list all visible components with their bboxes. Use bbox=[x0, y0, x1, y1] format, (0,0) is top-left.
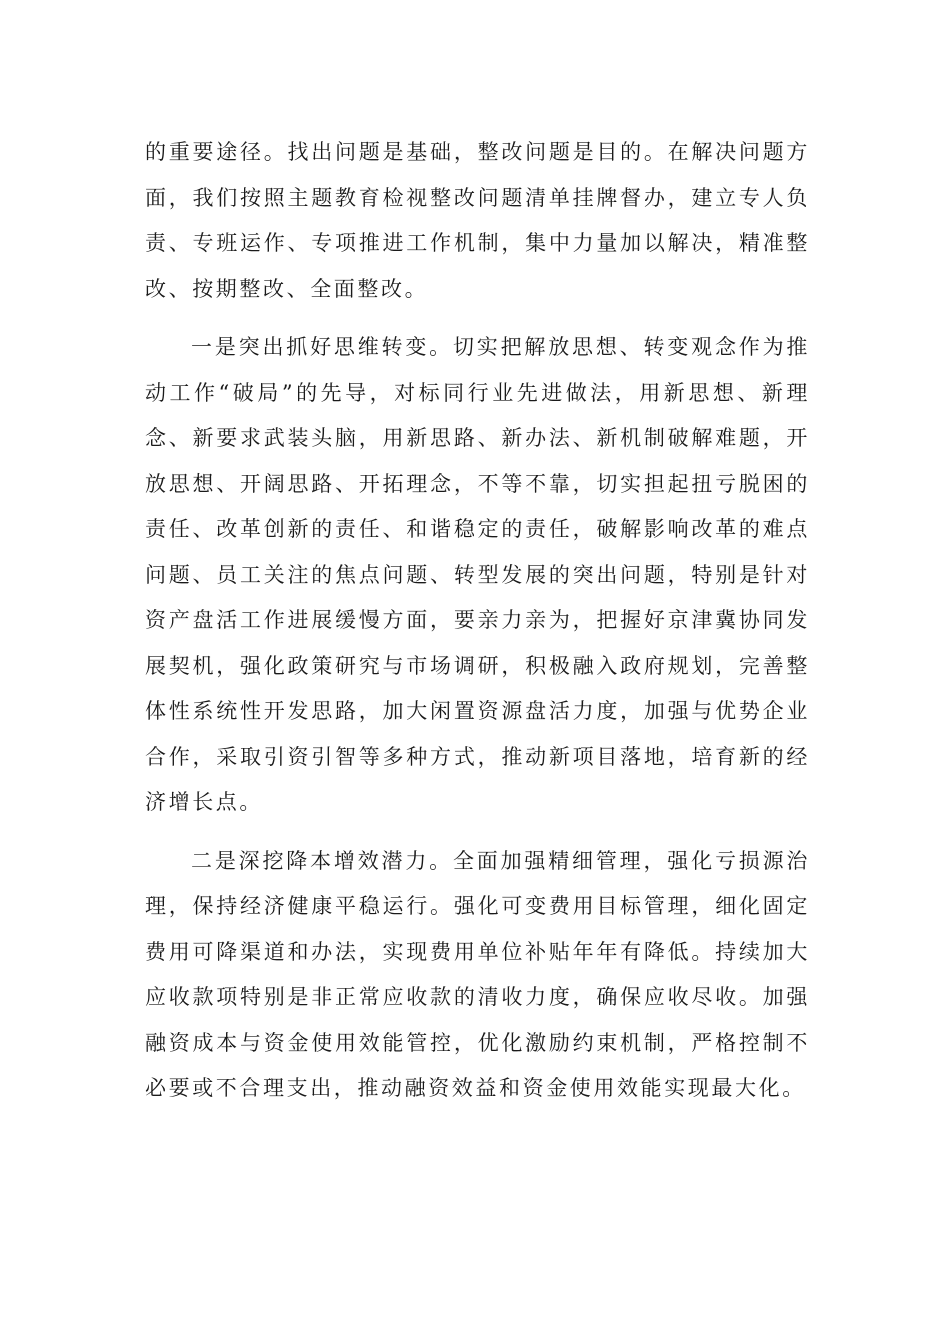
document-body bbox=[145, 130, 810, 1112]
paragraph-continuation: 的重要途径。找出问题是基础，整改问题是目的。在解决问题方面，我们按照主题教育检视整改问题清单挂牌督办，建立专人负责、专班运作、专项推进工作机制，集中力量加以解决，精准整改、按期整改、全面整改。 bbox=[145, 140, 810, 301]
paragraph-cost-reduction: 二是深挖降本增效潜力。全面加强精细管理，强化亏损源治理，保持经济健康平稳运行。强化可变费用目标管理，细化固定费用可降渠道和办法，实现费用单位补贴年年有降低。持续加大应收款项特别是非正常应收款的清收力度，确保应收尽收。加强融资成本与资金使用效能管控，优化激励约束机制，严格控制不必要或不合理支出，推动融资效益和资金使用效能实现最大化。 bbox=[145, 848, 810, 1100]
paragraph-thinking-transformation: 一是突出抓好思维转变。切实把解放思想、转变观念作为推动工作“破局”的先导，对标同行业先进做法，用新思想、新理念、新要求武装头脑，用新思路、新办法、新机制破解难题，开放思想、开阔思路、开拓理念，不等不靠，切实担起扭亏脱困的责任、改革创新的责任、和谐稳定的责任，破解影响改革的难点问题、员工关注的焦点问题、转型发展的突出问题，特别是针对资产盘活工作进展缓慢方面，要亲力亲为，把握好京津冀协同发展契机，强化政策研究与市场调研，积极融入政府规划，完善整体性系统性开发思路，加大闲置资源盘活力度，加强与优势企业合作，采取引资引智等多种方式，推动新项目落地，培育新的经济增长点。 bbox=[145, 335, 810, 814]
